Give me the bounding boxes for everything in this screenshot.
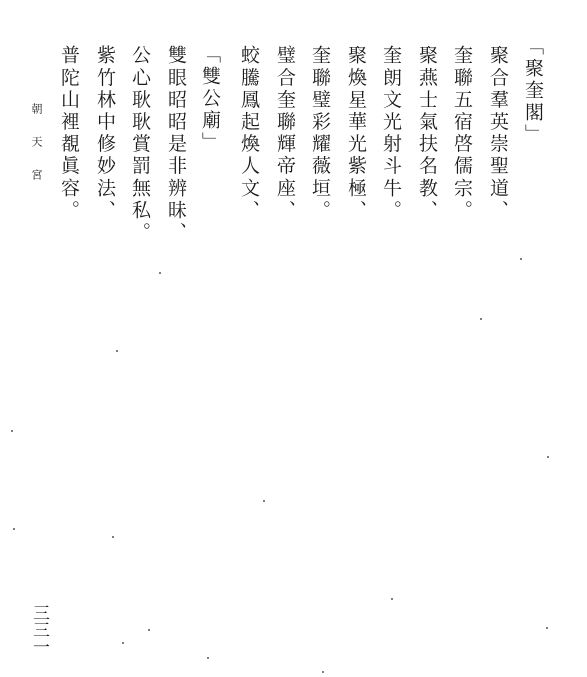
- poem-line: 奎朗文光射斗牛。: [380, 45, 402, 222]
- scan-speck: [13, 528, 15, 530]
- scan-speck: [122, 642, 124, 644]
- poem-line: 聚合羣英崇聖道、: [487, 45, 509, 222]
- poem-line: 蛟騰鳳起煥人文、: [238, 45, 260, 222]
- poem-heading-juqui-pavilion: 「聚奎閣」: [522, 36, 544, 146]
- poem-line: 聚煥星華光紫極、: [345, 45, 367, 222]
- scan-speck: [116, 350, 118, 352]
- scan-speck: [546, 627, 548, 629]
- poem-line: 聚燕士氣扶名教、: [416, 45, 438, 222]
- poem-line: 雙眼昭昭是非辨昧、: [165, 45, 187, 244]
- scan-speck: [391, 598, 393, 600]
- poem-line: 普陀山裡覩眞容。: [58, 45, 80, 222]
- poem-line: 公心耿耿賞罰無私。: [129, 45, 151, 244]
- temple-name: 朝天宮: [30, 103, 43, 202]
- scan-speck: [547, 456, 549, 458]
- poem-heading-shuanggong-temple: 「雙公廟」: [199, 44, 221, 154]
- scan-speck: [159, 272, 161, 274]
- poem-line: 奎聯璧彩耀薇垣。: [309, 45, 331, 222]
- page-number: 三三一: [29, 604, 49, 655]
- poem-line: 璧合奎聯輝帝座、: [274, 45, 296, 222]
- poem-line: 紫竹林中修妙法、: [94, 45, 116, 222]
- scan-speck: [520, 258, 522, 260]
- scan-speck: [148, 629, 150, 631]
- scan-speck: [207, 657, 209, 659]
- scan-speck: [480, 318, 482, 320]
- poem-line: 奎聯五宿啓儒宗。: [451, 45, 473, 222]
- scan-speck: [263, 500, 265, 502]
- scan-speck: [322, 671, 324, 673]
- scan-speck: [112, 536, 114, 538]
- scan-speck: [11, 430, 13, 432]
